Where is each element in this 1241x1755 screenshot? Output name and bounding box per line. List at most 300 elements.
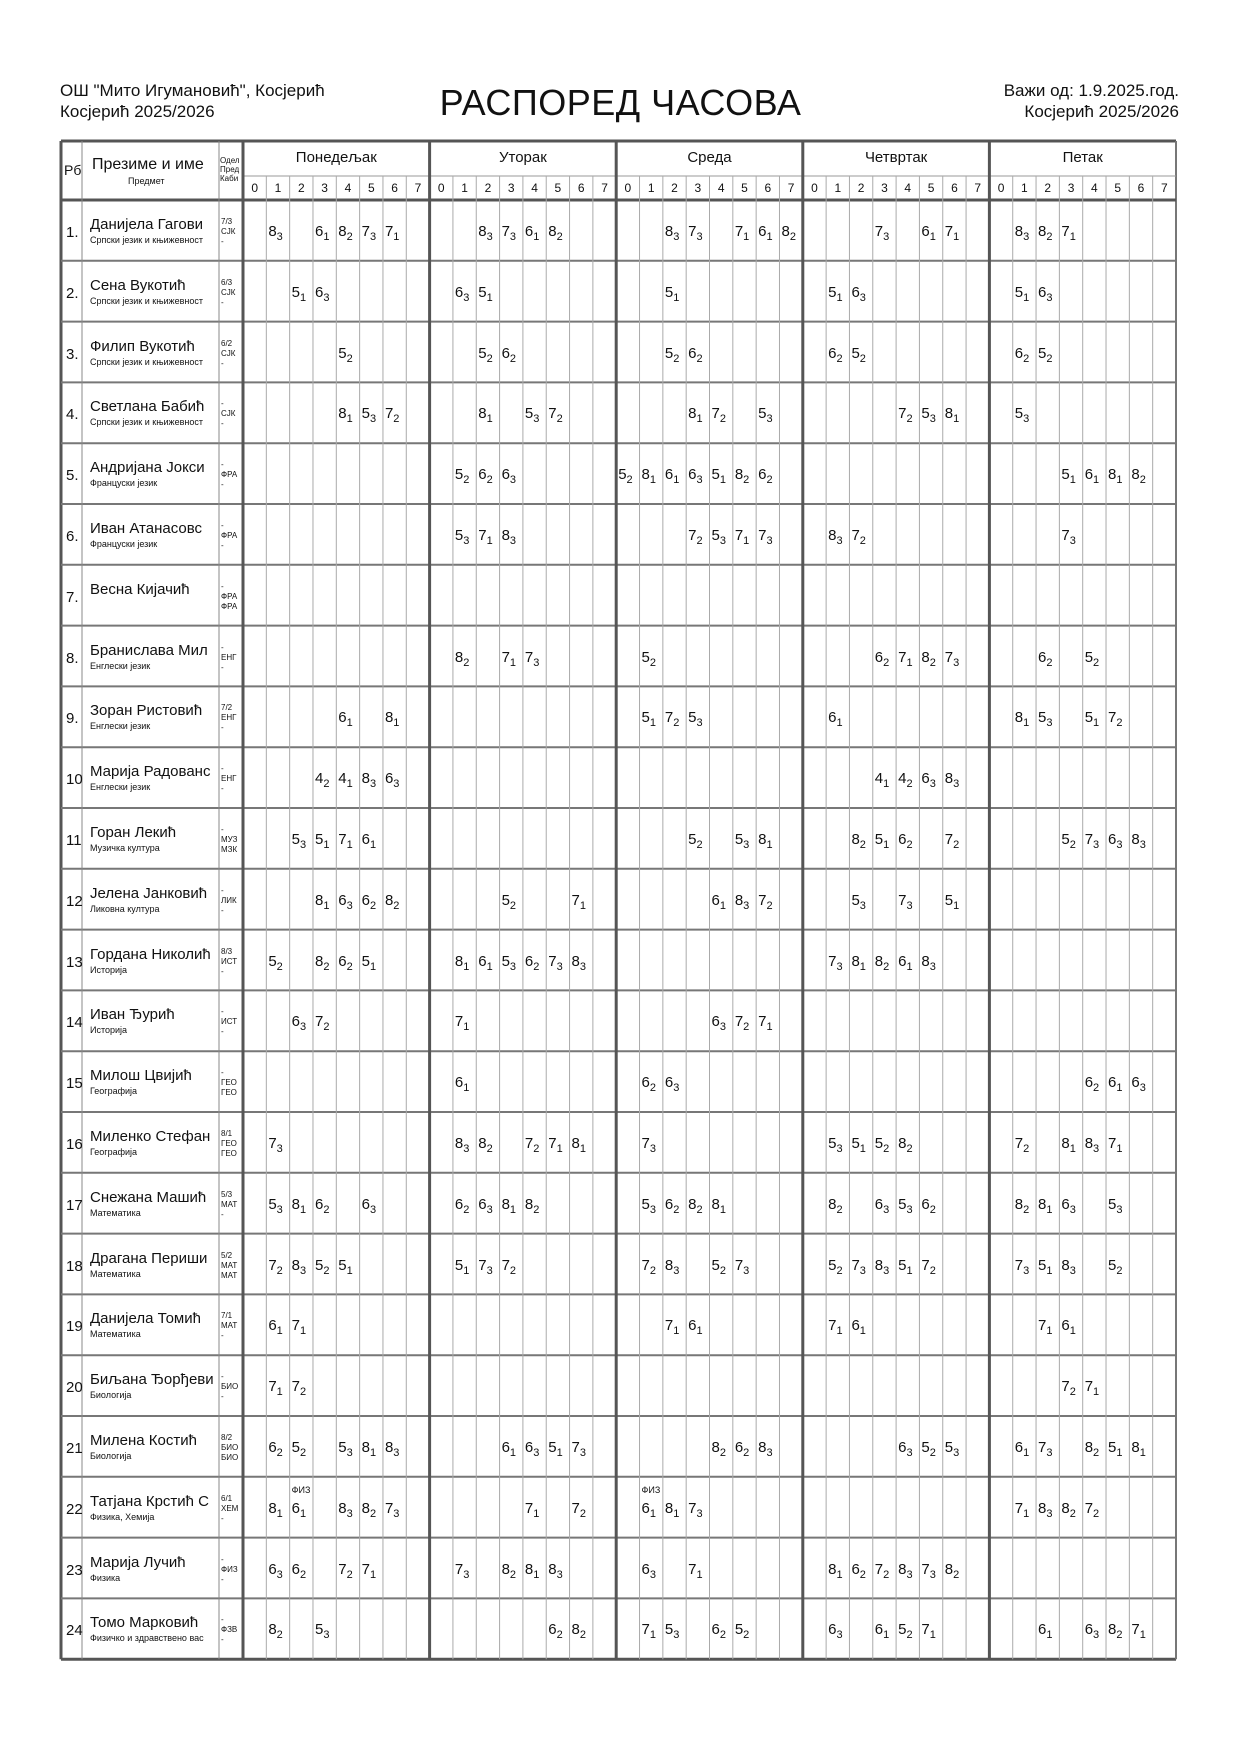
lesson-grade: 7 (361, 1560, 370, 1578)
lesson-grade: 7 (268, 1135, 277, 1152)
teacher-subject: Математика (90, 1329, 141, 1340)
lesson-cell (338, 1560, 353, 1581)
lesson-grade: 7 (828, 1317, 837, 1335)
lesson-section: 1 (323, 899, 330, 912)
class-code: МАТ (221, 1270, 238, 1280)
lesson-section: 1 (929, 231, 936, 243)
lesson-section: 3 (579, 1447, 587, 1459)
lesson-grade: 5 (361, 952, 370, 970)
period-number: 7 (787, 181, 795, 195)
class-code: ГЕО (221, 1149, 237, 1158)
lesson-cell (478, 527, 493, 547)
lesson-cell (501, 952, 517, 973)
lesson-grade: 7 (361, 223, 370, 240)
lesson-section: 3 (1023, 231, 1030, 243)
lesson-cell (548, 223, 563, 243)
lesson-cell (1038, 1256, 1053, 1277)
lesson-cell (851, 1256, 866, 1277)
lesson-cell (851, 344, 866, 365)
class-code: 8/2 (221, 1433, 233, 1442)
lesson-grade: 5 (828, 1135, 837, 1152)
teacher-subject: Физика (90, 1572, 121, 1583)
lesson-grade: 6 (454, 1195, 464, 1213)
lesson-section: 1 (533, 1568, 540, 1581)
lesson-section: 2 (486, 1143, 493, 1155)
lesson-cell (734, 891, 750, 912)
lesson-section: 1 (1139, 1629, 1146, 1642)
lesson-section: 1 (906, 1264, 913, 1277)
lesson-grade: 7 (384, 1499, 394, 1517)
teacher-name: Томо Марковић (90, 1614, 199, 1632)
lesson-grade: 8 (758, 831, 767, 848)
lesson-grade: 8 (688, 1195, 697, 1213)
lesson-cell (758, 223, 773, 243)
lesson-cell (758, 891, 773, 912)
lesson-cell (1014, 1499, 1030, 1520)
teacher-name: Данијела Гагови (90, 216, 204, 233)
lesson-section: 2 (369, 1507, 377, 1520)
teacher-subject: Енглески језик (90, 721, 151, 732)
lesson-section: 2 (696, 839, 703, 851)
lesson-section: 2 (836, 1203, 843, 1216)
teacher-subject: Географија (90, 1086, 138, 1097)
teacher-subject: Српски језик и књижевност (90, 235, 203, 245)
lesson-section: 3 (393, 1447, 400, 1459)
lesson-grade: 7 (1038, 1317, 1047, 1335)
lesson-section: 3 (369, 231, 377, 243)
lesson-section: 3 (346, 899, 353, 912)
column-class: Одел (220, 156, 240, 165)
lesson-cell (1014, 1439, 1030, 1459)
lesson-section: 2 (276, 1629, 283, 1642)
class-code: - (221, 1209, 224, 1219)
lesson-grade: 8 (664, 223, 674, 240)
lesson-cell (501, 891, 517, 912)
lesson-grade: 7 (1084, 1378, 1094, 1396)
lesson-section: 2 (673, 1203, 680, 1216)
lesson-grade: 7 (338, 831, 347, 848)
lesson-grade: 7 (268, 1378, 277, 1396)
lesson-grade: 8 (921, 648, 930, 666)
lesson-cell (711, 1439, 726, 1459)
lesson-section: 1 (299, 1203, 307, 1216)
row-number: 18 (66, 1257, 83, 1275)
teacher-name: Иван Ђурић (90, 1006, 175, 1024)
lesson-section: 2 (323, 960, 330, 973)
lesson-cell (1038, 709, 1053, 730)
lesson-grade: 8 (1038, 223, 1047, 240)
lesson-cell (711, 405, 726, 426)
lesson-cell (1014, 709, 1030, 730)
lesson-grade: 6 (664, 466, 674, 484)
lesson-section: 3 (696, 1507, 703, 1520)
lesson-section: 2 (393, 413, 400, 426)
lesson-cell (898, 770, 913, 791)
lesson-grade: 6 (268, 1317, 277, 1335)
lesson-section: 1 (719, 1203, 726, 1216)
lesson-grade: 6 (314, 223, 324, 240)
lesson-cell (338, 1499, 353, 1520)
lesson-section: 2 (1069, 1507, 1076, 1520)
lesson-section: 1 (1023, 291, 1030, 304)
class-code: 7/1 (221, 1311, 233, 1321)
lesson-section: 1 (346, 717, 353, 730)
lesson-section: 3 (1069, 535, 1076, 547)
lesson-cell (384, 223, 400, 243)
lesson-cell (571, 952, 587, 973)
lesson-cell (944, 648, 960, 669)
lesson-grade: 8 (688, 405, 697, 423)
period-number: 7 (414, 181, 422, 195)
lesson-grade: 7 (641, 1256, 650, 1274)
lesson-grade: 8 (1061, 1499, 1070, 1517)
lesson-grade: 6 (641, 1560, 650, 1578)
lesson-section: 2 (346, 231, 353, 243)
day-4-name: Четвртак (864, 149, 928, 166)
lesson-section: 3 (743, 899, 750, 912)
lesson-section: 1 (719, 899, 726, 912)
column-name: Презиме и име (92, 156, 204, 173)
lesson-cell (501, 527, 517, 547)
lesson-section: 3 (1023, 413, 1030, 426)
lesson-cell (921, 223, 936, 243)
lesson-grade: 5 (711, 527, 720, 544)
lesson-cell (1108, 1621, 1123, 1642)
lesson-section: 1 (1046, 1629, 1053, 1642)
lesson-cell (384, 709, 400, 730)
lesson-cell (1108, 1439, 1123, 1459)
teacher-subject: Биологија (90, 1451, 132, 1461)
lesson-cell (268, 1560, 283, 1581)
lesson-grade: 5 (688, 709, 697, 727)
lesson-cell (758, 405, 773, 426)
lesson-cell (571, 891, 587, 912)
lesson-cell (291, 1195, 307, 1216)
lesson-cell (361, 1560, 377, 1581)
lesson-cell (851, 527, 866, 547)
lesson-grade: 5 (1038, 1256, 1047, 1274)
lesson-cell (688, 1195, 703, 1216)
lesson-grade: 6 (758, 466, 767, 484)
lesson-cell (1014, 1135, 1030, 1155)
lesson-section: 1 (953, 231, 960, 243)
lesson-section: 2 (953, 839, 960, 851)
lesson-grade: 7 (898, 648, 907, 666)
lesson-cell (828, 1317, 843, 1338)
lesson-section: 1 (556, 1447, 563, 1459)
lesson-grade: 6 (1108, 831, 1117, 848)
lesson-section: 3 (1093, 839, 1100, 851)
lesson-cell (314, 1256, 330, 1277)
lesson-grade: 7 (944, 831, 954, 848)
class-code: МАТ (221, 1260, 238, 1270)
period-number: 4 (717, 181, 725, 195)
lesson-cell (1084, 709, 1100, 730)
lesson-grade: 6 (734, 1439, 744, 1456)
class-code: ИСТ (221, 1017, 238, 1027)
lesson-cell (1084, 1074, 1100, 1095)
teacher-subject: Географија (90, 1147, 138, 1157)
lesson-cell (361, 831, 377, 851)
lesson-cell (688, 1317, 703, 1338)
class-code: - (221, 1027, 224, 1037)
lesson-cell (1108, 1135, 1123, 1155)
lesson-section: 1 (486, 960, 493, 973)
lesson-section: 2 (276, 1447, 283, 1459)
period-number: 2 (1044, 181, 1052, 195)
lesson-cell (314, 770, 330, 791)
lesson-cell (921, 1439, 936, 1459)
lesson-grade: 6 (758, 223, 767, 240)
lesson-cell (501, 1439, 517, 1459)
lesson-section: 1 (486, 535, 493, 547)
class-code: - (221, 1392, 224, 1402)
period-number: 2 (671, 181, 678, 195)
row-number: 12 (66, 892, 83, 910)
lesson-section: 2 (463, 1203, 470, 1216)
lesson-cell (1061, 831, 1076, 851)
lesson-grade: 5 (874, 831, 884, 848)
lesson-grade: 6 (291, 1560, 300, 1578)
lesson-cell (478, 283, 493, 304)
lesson-cell (478, 1135, 493, 1155)
lesson-cell (314, 831, 330, 851)
row-number: 4. (66, 406, 79, 424)
lesson-section: 3 (1046, 717, 1053, 730)
day-2-name: Уторак (498, 149, 547, 166)
teacher-name: Марија Радованс (90, 763, 211, 781)
lesson-cell (454, 1560, 470, 1581)
lesson-grade: 7 (571, 891, 580, 909)
lesson-grade: 6 (314, 1195, 324, 1213)
class-code: 8/1 (221, 1129, 233, 1138)
lesson-cell (898, 1621, 913, 1642)
lesson-grade: 8 (711, 1439, 720, 1456)
lesson-cell (664, 223, 680, 243)
lesson-cell (851, 1317, 866, 1338)
lesson-cell (664, 1499, 680, 1520)
page-title: РАСПОРЕД ЧАСОВА (439, 82, 802, 123)
teacher-name: Светлана Бабић (90, 398, 205, 416)
lesson-grade: 5 (758, 405, 767, 423)
lesson-section: 1 (346, 1264, 353, 1277)
lesson-cell (338, 831, 353, 851)
lesson-cell (874, 1621, 890, 1642)
row-number: 16 (66, 1136, 83, 1153)
class-code: - (221, 480, 224, 490)
lesson-section: 1 (953, 413, 960, 426)
lesson-section: 3 (929, 1568, 936, 1581)
lesson-cell (921, 405, 936, 426)
lesson-grade: 7 (384, 405, 394, 423)
lesson-section: 2 (1093, 656, 1100, 669)
lesson-grade: 6 (874, 648, 884, 666)
lesson-cell (758, 466, 773, 487)
lesson-grade: 7 (758, 527, 767, 544)
lesson-section: 2 (906, 413, 913, 426)
lesson-cell (688, 527, 703, 547)
lesson-grade: 6 (828, 1621, 837, 1639)
lesson-grade: 7 (571, 1439, 580, 1456)
class-code: СЈК (221, 227, 236, 236)
lesson-cell (874, 831, 890, 851)
class-code: - (221, 460, 224, 470)
lesson-cell (524, 1135, 540, 1155)
lesson-cell (921, 1195, 936, 1216)
lesson-cell (1061, 1135, 1076, 1155)
lesson-cell (454, 466, 470, 487)
lesson-cell (828, 952, 843, 973)
lesson-grade: 5 (268, 952, 277, 970)
lesson-cell (688, 405, 703, 426)
lesson-section: 2 (509, 1264, 517, 1277)
class-code: СЈК (221, 409, 236, 419)
period-number: 0 (997, 181, 1005, 195)
lesson-cell (1038, 1439, 1053, 1459)
lesson-section: 1 (906, 656, 913, 669)
lesson-grade: 7 (734, 223, 744, 240)
lesson-grade: 8 (828, 1560, 837, 1578)
lesson-cell (944, 831, 960, 851)
class-code: 5/3 (221, 1189, 233, 1199)
teacher-name: Гордана Николић (90, 945, 211, 963)
lesson-grade: 8 (268, 1621, 277, 1639)
lesson-section: 3 (369, 1203, 377, 1216)
lesson-section: 2 (509, 1568, 517, 1581)
lesson-section: 1 (883, 1629, 890, 1642)
class-code: - (221, 723, 224, 733)
lesson-cell (268, 1256, 283, 1277)
lesson-section: 3 (533, 413, 540, 426)
lesson-cell (314, 1195, 330, 1216)
lesson-cell (571, 1499, 587, 1520)
lesson-cell (758, 1439, 773, 1459)
teacher-name: Милош Цвијић (90, 1067, 192, 1085)
lesson-grade: 5 (314, 1256, 324, 1274)
lesson-section: 1 (766, 839, 773, 851)
column-class: Каби (220, 174, 239, 183)
class-code: ФРА (221, 601, 238, 611)
lesson-grade: 8 (314, 952, 324, 970)
lesson-section: 2 (556, 413, 563, 426)
lesson-grade: 7 (524, 1499, 534, 1517)
lesson-grade: 6 (874, 1195, 884, 1213)
lesson-cell (384, 891, 400, 912)
lesson-grade: 6 (524, 1439, 534, 1456)
lesson-section: 1 (1069, 1325, 1076, 1338)
lesson-cell (1014, 223, 1030, 243)
class-code: 7/2 (221, 703, 233, 713)
lesson-grade: 8 (384, 891, 394, 909)
lesson-section: 2 (1116, 1264, 1123, 1277)
row-number: 21 (66, 1440, 83, 1457)
lesson-grade: 8 (384, 1439, 394, 1456)
lesson-cell (314, 283, 330, 304)
lesson-grade: 6 (1084, 1621, 1094, 1639)
lesson-grade: 8 (874, 1256, 884, 1274)
lesson-section: 1 (1023, 1447, 1030, 1459)
lesson-grade: 7 (734, 1013, 744, 1031)
lesson-cell (501, 344, 517, 365)
lesson-grade: 5 (1108, 1256, 1117, 1274)
lesson-cell (314, 891, 330, 912)
lesson-grade: 6 (828, 709, 837, 727)
lesson-grade: 6 (314, 283, 324, 301)
lesson-grade: 7 (641, 1621, 650, 1639)
teacher-name: Јелена Јанковић (90, 884, 208, 902)
lesson-section: 1 (276, 1507, 283, 1520)
lesson-grade: 6 (478, 466, 487, 484)
lesson-grade: 6 (1038, 1621, 1047, 1639)
lesson-cell (898, 1439, 913, 1459)
lesson-section: 3 (463, 1568, 470, 1581)
lesson-grade: 5 (664, 283, 674, 301)
lesson-grade: 6 (548, 1621, 557, 1639)
lesson-cell (1061, 1256, 1076, 1277)
lesson-cell (1108, 1256, 1123, 1277)
lesson-grade: 8 (384, 709, 394, 727)
lesson-cell (361, 405, 377, 426)
lesson-cell (641, 466, 656, 487)
lesson-grade: 4 (874, 770, 884, 788)
lesson-cell (1108, 466, 1123, 487)
lesson-section: 3 (766, 535, 773, 547)
lesson-section: 3 (929, 778, 936, 791)
lesson-section: 3 (1116, 839, 1123, 851)
period-number: 3 (1067, 181, 1075, 195)
lesson-cell (361, 770, 377, 791)
row-number: 1. (66, 224, 79, 241)
class-code: ЕНГ (221, 652, 237, 662)
lesson-grade: 7 (734, 1256, 744, 1274)
lesson-cell (664, 1256, 680, 1277)
lesson-grade: 7 (711, 405, 720, 423)
lesson-section: 3 (836, 1143, 843, 1155)
lesson-section: 3 (509, 474, 517, 487)
lesson-grade: 6 (874, 1621, 884, 1639)
lesson-grade: 5 (688, 831, 697, 848)
class-code: - (221, 399, 224, 409)
lesson-grade: 8 (711, 1195, 720, 1213)
lesson-cell (548, 1560, 563, 1581)
lesson-grade: 8 (501, 1195, 510, 1213)
lesson-grade: 7 (548, 1135, 557, 1152)
teacher-subject: Математика (90, 1268, 141, 1279)
lesson-section: 2 (533, 1143, 540, 1155)
row-number: 13 (66, 953, 83, 971)
lesson-section: 3 (696, 717, 703, 730)
lesson-grade: 5 (338, 1256, 347, 1274)
lesson-cell (501, 648, 517, 669)
lesson-cell (828, 344, 843, 365)
lesson-grade: 5 (501, 891, 510, 909)
lesson-section: 2 (579, 1629, 587, 1642)
lesson-grade: 7 (1108, 709, 1117, 727)
lesson-cell (921, 770, 936, 791)
lesson-section: 1 (533, 1507, 540, 1520)
lesson-cell (1061, 1317, 1076, 1338)
lesson-section: 3 (1116, 1203, 1123, 1216)
row-number: 15 (66, 1075, 83, 1093)
lesson-grade: 8 (501, 1560, 510, 1578)
lesson-grade: 6 (501, 1439, 510, 1456)
lesson-cell (664, 1621, 680, 1642)
lesson-grade: 8 (478, 223, 487, 240)
lesson-grade: 5 (851, 1135, 860, 1152)
lesson-cell (1014, 283, 1030, 304)
lesson-grade: 7 (1061, 223, 1070, 240)
lesson-section: 1 (369, 1447, 377, 1459)
